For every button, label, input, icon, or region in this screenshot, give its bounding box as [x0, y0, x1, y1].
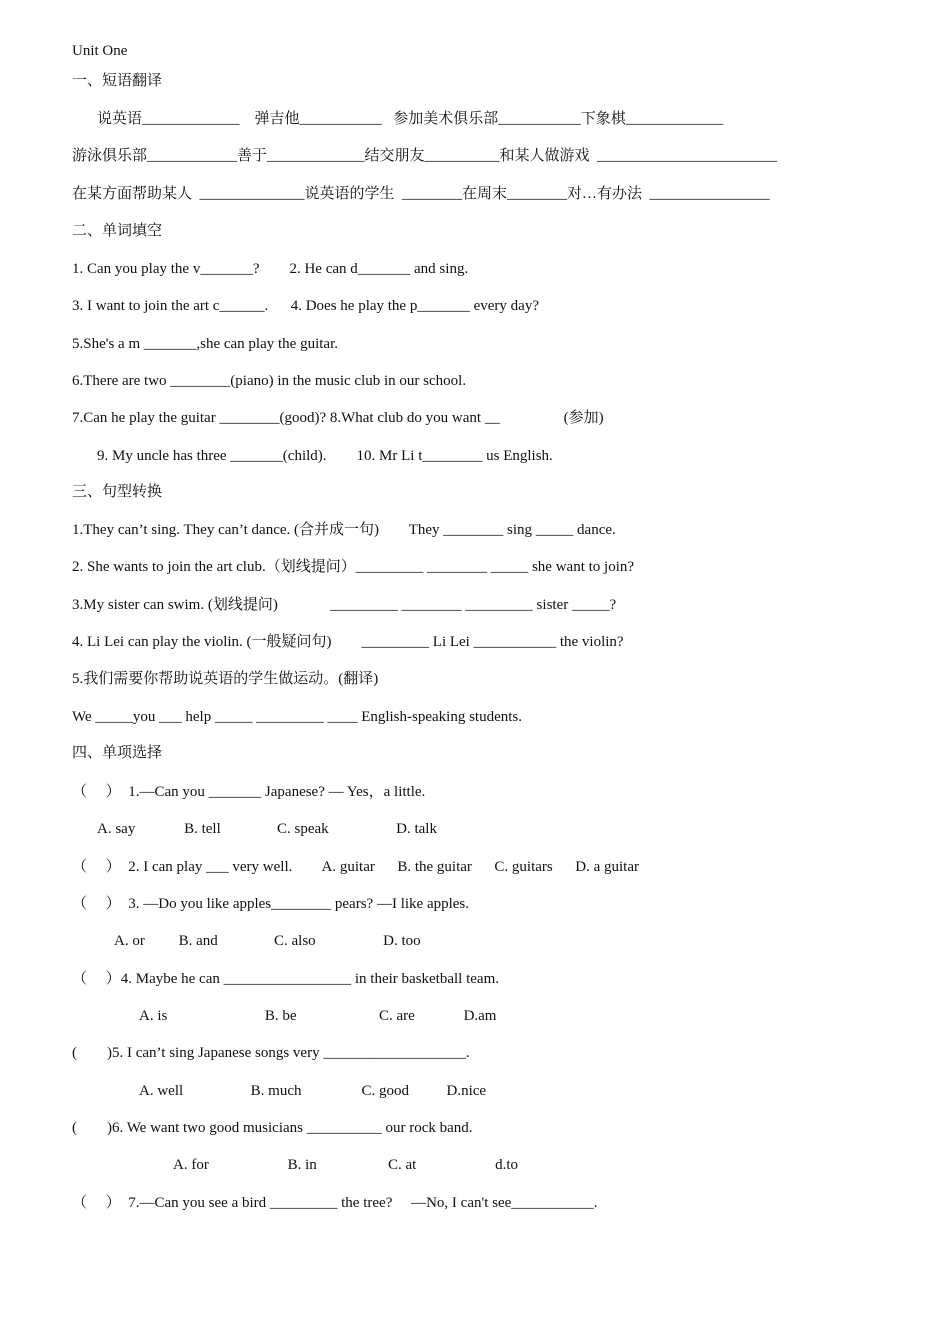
section-heading-multiple-choice: 四、单项选择 — [72, 745, 163, 761]
choice-question-1: （ ） 1.—Can you _______ Japanese? — Yes，a little. — [72, 784, 426, 800]
phrase-line-2: 游泳俱乐部____________善于_____________结交朋友__________和某人做游戏 ________________________ — [72, 148, 778, 164]
section-heading-word-fill: 二、单词填空 — [72, 223, 163, 239]
unit-title: Unit One — [72, 43, 128, 59]
word-fill-line-4: 6.There are two ________(piano) in the music club in our school. — [72, 373, 467, 389]
choice-options-1: A. say B. tell C. speak D. talk — [97, 821, 437, 837]
choice-question-5: ( )5. I can’t sing Japanese songs very ___________________. — [72, 1045, 470, 1061]
section-heading-sentence-transform: 三、句型转换 — [72, 484, 163, 500]
choice-options-6: A. for B. in C. at d.to — [173, 1157, 518, 1173]
word-fill-line-3: 5.She's a m _______,she can play the guitar. — [72, 336, 338, 352]
choice-question-3: （ ） 3. —Do you like apples________ pears? —I like apples. — [72, 896, 470, 912]
choice-question-4: （ ）4. Maybe he can _________________ in their basketball team. — [72, 971, 499, 987]
phrase-line-3: 在某方面帮助某人 ______________说英语的学生 ________在周末________对…有办法 ________________ — [72, 186, 770, 202]
choice-question-2: （ ） 2. I can play ___ very well. A. guitar B. the guitar C. guitars D. a guitar — [72, 859, 639, 875]
sentence-line-2: 2. She wants to join the art club.（划线提问）_________ ________ _____ she want to join? — [72, 559, 635, 575]
sentence-line-3: 3.My sister can swim. (划线提问) _________ ________ _________ sister _____? — [72, 597, 617, 613]
sentence-line-1: 1.They can’t sing. They can’t dance. (合并成一句) They ________ sing _____ dance. — [72, 522, 616, 538]
choice-question-7: （ ） 7.—Can you see a bird _________ the tree? —No, I can't see___________. — [72, 1195, 598, 1211]
choice-options-5: A. well B. much C. good D.nice — [139, 1083, 487, 1099]
choice-options-4: A. is B. be C. are D.am — [139, 1008, 497, 1024]
choice-question-6: ( )6. We want two good musicians __________ our rock band. — [72, 1120, 473, 1136]
word-fill-line-1: 1. Can you play the v_______? 2. He can d_______ and sing. — [72, 261, 469, 277]
sentence-line-4: 4. Li Lei can play the violin. (一般疑问句) _________ Li Lei ___________ the violin? — [72, 634, 624, 650]
section-heading-phrase-translation: 一、短语翻译 — [72, 73, 163, 89]
word-fill-line-5: 7.Can he play the guitar ________(good)? 8.What club do you want __ (参加) — [72, 410, 604, 426]
word-fill-line-2: 3. I want to join the art c______. 4. Does he play the p_______ every day? — [72, 298, 539, 314]
phrase-line-1: 说英语_____________ 弹吉他___________ 参加美术俱乐部___________下象棋_____________ — [97, 111, 724, 127]
sentence-line-6: We _____you ___ help _____ _________ ____ English-speaking students. — [72, 709, 523, 725]
word-fill-line-6: 9. My uncle has three _______(child). 10. Mr Li t________ us English. — [97, 448, 553, 464]
sentence-line-5: 5.我们需要你帮助说英语的学生做运动。(翻译) — [72, 671, 379, 687]
choice-options-3: A. or B. and C. also D. too — [114, 933, 421, 949]
